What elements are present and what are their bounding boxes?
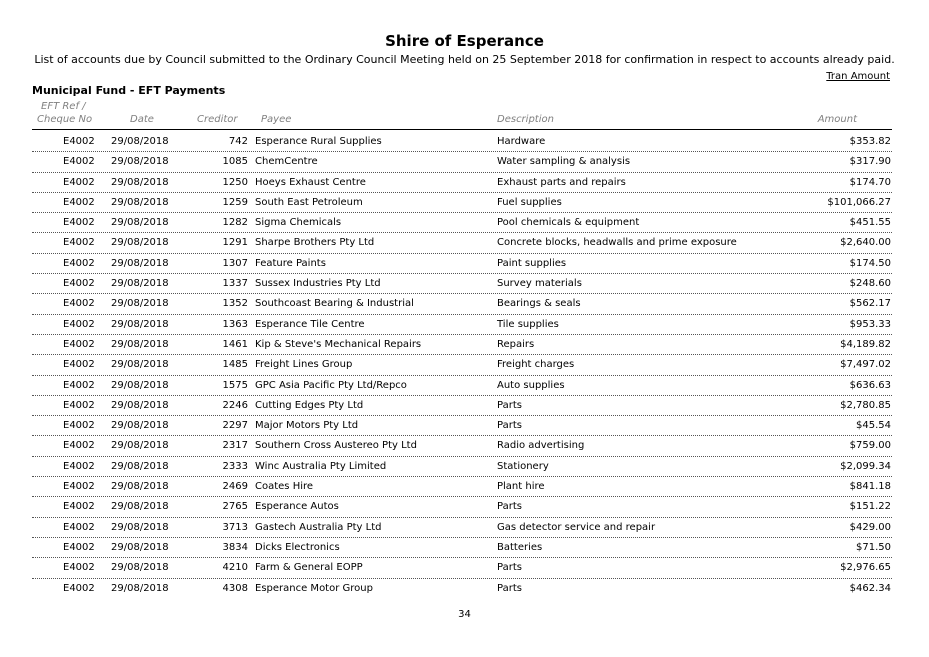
cell-date: 29/08/2018 xyxy=(111,196,169,208)
cell-date: 29/08/2018 xyxy=(111,399,169,411)
cell-ref: E4002 xyxy=(63,176,95,188)
page-number: 34 xyxy=(458,609,471,620)
cell-ref: E4002 xyxy=(63,420,95,432)
cell-date: 29/08/2018 xyxy=(111,501,169,513)
cell-creditor: 2469 xyxy=(222,481,248,493)
table-row xyxy=(0,213,929,233)
table-row xyxy=(0,457,929,477)
cell-description: Parts xyxy=(497,562,522,574)
cell-amount: $841.18 xyxy=(849,481,891,493)
cell-creditor: 1250 xyxy=(222,176,248,188)
cell-payee: Gastech Australia Pty Ltd xyxy=(255,521,382,533)
cell-date: 29/08/2018 xyxy=(111,460,169,472)
cell-description: Fuel supplies xyxy=(497,196,562,208)
cell-description: Parts xyxy=(497,582,522,594)
fund-title: Municipal Fund - EFT Payments xyxy=(32,84,226,97)
cell-amount: $759.00 xyxy=(849,440,891,452)
cell-payee: Feature Paints xyxy=(255,257,326,269)
table-row xyxy=(0,315,929,335)
cell-description: Radio advertising xyxy=(497,440,585,452)
table-row xyxy=(0,193,929,213)
cell-description: Exhaust parts and repairs xyxy=(497,176,626,188)
cell-amount: $4,189.82 xyxy=(840,338,891,350)
cell-payee: Southcoast Bearing & Industrial xyxy=(255,298,414,310)
cell-date: 29/08/2018 xyxy=(111,481,169,493)
cell-creditor: 2333 xyxy=(222,460,248,472)
cell-amount: $151.22 xyxy=(849,501,891,513)
cell-amount: $71.50 xyxy=(856,541,891,553)
cell-creditor: 1291 xyxy=(222,237,248,249)
header-ref-line1: EFT Ref / xyxy=(41,101,86,112)
cell-description: Freight charges xyxy=(497,359,575,371)
cell-date: 29/08/2018 xyxy=(111,156,169,168)
header-divider xyxy=(32,129,892,130)
cell-ref: E4002 xyxy=(63,217,95,229)
table-row xyxy=(0,579,929,599)
header-description: Description xyxy=(497,114,554,125)
cell-description: Pool chemicals & equipment xyxy=(497,217,640,229)
cell-description: Water sampling & analysis xyxy=(497,156,631,168)
cell-payee: Cutting Edges Pty Ltd xyxy=(255,399,364,411)
table-row xyxy=(0,518,929,538)
cell-amount: $429.00 xyxy=(849,521,891,533)
cell-ref: E4002 xyxy=(63,196,95,208)
cell-ref: E4002 xyxy=(63,278,95,290)
cell-ref: E4002 xyxy=(63,521,95,533)
cell-ref: E4002 xyxy=(63,399,95,411)
cell-payee: Sigma Chemicals xyxy=(255,217,342,229)
cell-amount: $2,976.65 xyxy=(840,562,891,574)
cell-description: Plant hire xyxy=(497,481,545,493)
cell-creditor: 1337 xyxy=(222,278,248,290)
table-row xyxy=(0,396,929,416)
cell-payee: Southern Cross Austereo Pty Ltd xyxy=(255,440,417,452)
table-row xyxy=(0,274,929,294)
cell-ref: E4002 xyxy=(63,136,95,147)
document-title: Shire of Esperance xyxy=(385,32,544,50)
cell-date: 29/08/2018 xyxy=(111,298,169,310)
cell-amount: $462.34 xyxy=(849,582,891,594)
table-row xyxy=(0,132,929,152)
cell-creditor: 3713 xyxy=(222,521,248,533)
cell-creditor: 1363 xyxy=(222,318,248,330)
cell-amount: $174.70 xyxy=(849,176,891,188)
document-subtitle: List of accounts due by Council submitted to the Ordinary Council Meeting held on 25 September 2018 for confirmation in respect to accounts already paid. xyxy=(34,53,895,66)
cell-ref: E4002 xyxy=(63,379,95,391)
table-row xyxy=(0,416,929,436)
cell-creditor: 2297 xyxy=(222,420,248,432)
cell-payee: Kip & Steve's Mechanical Repairs xyxy=(255,338,422,350)
cell-date: 29/08/2018 xyxy=(111,278,169,290)
cell-creditor: 1085 xyxy=(222,156,248,168)
cell-payee: Esperance Rural Supplies xyxy=(255,136,382,147)
cell-ref: E4002 xyxy=(63,338,95,350)
cell-payee: Winc Australia Pty Limited xyxy=(255,460,387,472)
cell-date: 29/08/2018 xyxy=(111,136,169,147)
cell-creditor: 3834 xyxy=(222,541,248,553)
cell-creditor: 2246 xyxy=(222,399,248,411)
cell-payee: Hoeys Exhaust Centre xyxy=(255,176,366,188)
table-row xyxy=(0,294,929,314)
cell-amount: $353.82 xyxy=(849,136,891,147)
cell-payee: Freight Lines Group xyxy=(255,359,353,371)
cell-creditor: 1282 xyxy=(222,217,248,229)
cell-payee: ChemCentre xyxy=(255,156,318,168)
cell-payee: Esperance Autos xyxy=(255,501,339,513)
cell-amount: $7,497.02 xyxy=(840,359,891,371)
cell-payee: Sussex Industries Pty Ltd xyxy=(255,278,381,290)
cell-description: Bearings & seals xyxy=(497,298,581,310)
cell-amount: $636.63 xyxy=(849,379,891,391)
cell-payee: GPC Asia Pacific Pty Ltd/Repco xyxy=(255,379,407,391)
cell-creditor: 742 xyxy=(228,136,248,147)
cell-creditor: 1575 xyxy=(222,379,248,391)
table-row xyxy=(0,152,929,172)
cell-amount: $101,066.27 xyxy=(827,196,891,208)
cell-ref: E4002 xyxy=(63,582,95,594)
cell-payee: Esperance Motor Group xyxy=(255,582,373,594)
tran-amount-label: Tran Amount xyxy=(826,71,890,82)
cell-ref: E4002 xyxy=(63,460,95,472)
cell-date: 29/08/2018 xyxy=(111,338,169,350)
table-row xyxy=(0,477,929,497)
cell-creditor: 1485 xyxy=(222,359,248,371)
cell-ref: E4002 xyxy=(63,237,95,249)
cell-description: Tile supplies xyxy=(497,318,559,330)
cell-creditor: 4210 xyxy=(222,562,248,574)
cell-description: Parts xyxy=(497,399,522,411)
cell-description: Parts xyxy=(497,420,522,432)
cell-date: 29/08/2018 xyxy=(111,521,169,533)
cell-payee: Farm & General EOPP xyxy=(255,562,363,574)
table-row xyxy=(0,558,929,578)
cell-payee: Esperance Tile Centre xyxy=(255,318,365,330)
cell-creditor: 4308 xyxy=(222,582,248,594)
cell-date: 29/08/2018 xyxy=(111,237,169,249)
cell-creditor: 1461 xyxy=(222,338,248,350)
cell-description: Concrete blocks, headwalls and prime exposure xyxy=(497,237,737,249)
cell-creditor: 2765 xyxy=(222,501,248,513)
cell-amount: $2,780.85 xyxy=(840,399,891,411)
header-payee: Payee xyxy=(261,114,292,125)
cell-payee: Major Motors Pty Ltd xyxy=(255,420,359,432)
payments-table xyxy=(0,132,929,599)
cell-date: 29/08/2018 xyxy=(111,582,169,594)
cell-amount: $2,640.00 xyxy=(840,237,891,249)
cell-creditor: 2317 xyxy=(222,440,248,452)
cell-ref: E4002 xyxy=(63,541,95,553)
cell-date: 29/08/2018 xyxy=(111,379,169,391)
table-row xyxy=(0,254,929,274)
cell-description: Repairs xyxy=(497,338,535,350)
cell-payee: Dicks Electronics xyxy=(255,541,340,553)
cell-description: Batteries xyxy=(497,541,543,553)
cell-amount: $317.90 xyxy=(849,156,891,168)
cell-creditor: 1259 xyxy=(222,196,248,208)
cell-amount: $2,099.34 xyxy=(840,460,891,472)
cell-ref: E4002 xyxy=(63,318,95,330)
table-row xyxy=(0,376,929,396)
cell-amount: $248.60 xyxy=(849,278,891,290)
cell-amount: $451.55 xyxy=(849,217,891,229)
cell-date: 29/08/2018 xyxy=(111,440,169,452)
cell-description: Auto supplies xyxy=(497,379,565,391)
cell-ref: E4002 xyxy=(63,257,95,269)
cell-date: 29/08/2018 xyxy=(111,217,169,229)
header-ref-line2: Cheque No xyxy=(37,114,93,125)
cell-date: 29/08/2018 xyxy=(111,541,169,553)
cell-ref: E4002 xyxy=(63,156,95,168)
cell-description: Survey materials xyxy=(497,278,582,290)
cell-date: 29/08/2018 xyxy=(111,176,169,188)
cell-amount: $45.54 xyxy=(856,420,891,432)
cell-description: Gas detector service and repair xyxy=(497,521,656,533)
header-creditor: Creditor xyxy=(197,114,238,125)
cell-ref: E4002 xyxy=(63,562,95,574)
table-row xyxy=(0,173,929,193)
cell-date: 29/08/2018 xyxy=(111,359,169,371)
cell-date: 29/08/2018 xyxy=(111,318,169,330)
cell-payee: Coates Hire xyxy=(255,481,314,493)
cell-date: 29/08/2018 xyxy=(111,420,169,432)
table-row xyxy=(0,436,929,456)
table-row xyxy=(0,335,929,355)
table-row xyxy=(0,233,929,253)
table-row xyxy=(0,497,929,517)
cell-payee: South East Petroleum xyxy=(255,196,363,208)
cell-creditor: 1352 xyxy=(222,298,248,310)
cell-description: Hardware xyxy=(497,136,546,147)
cell-description: Parts xyxy=(497,501,522,513)
cell-date: 29/08/2018 xyxy=(111,562,169,574)
cell-ref: E4002 xyxy=(63,501,95,513)
cell-creditor: 1307 xyxy=(222,257,248,269)
cell-payee: Sharpe Brothers Pty Ltd xyxy=(255,237,375,249)
cell-amount: $953.33 xyxy=(849,318,891,330)
table-header xyxy=(0,101,929,129)
cell-ref: E4002 xyxy=(63,440,95,452)
table-row xyxy=(0,538,929,558)
cell-ref: E4002 xyxy=(63,298,95,310)
cell-ref: E4002 xyxy=(63,481,95,493)
cell-description: Stationery xyxy=(497,460,549,472)
cell-description: Paint supplies xyxy=(497,257,567,269)
cell-ref: E4002 xyxy=(63,359,95,371)
cell-amount: $174.50 xyxy=(849,257,891,269)
header-amount: Amount xyxy=(817,114,857,125)
cell-date: 29/08/2018 xyxy=(111,257,169,269)
header-date: Date xyxy=(130,114,154,125)
table-row xyxy=(0,355,929,375)
cell-amount: $562.17 xyxy=(849,298,891,310)
